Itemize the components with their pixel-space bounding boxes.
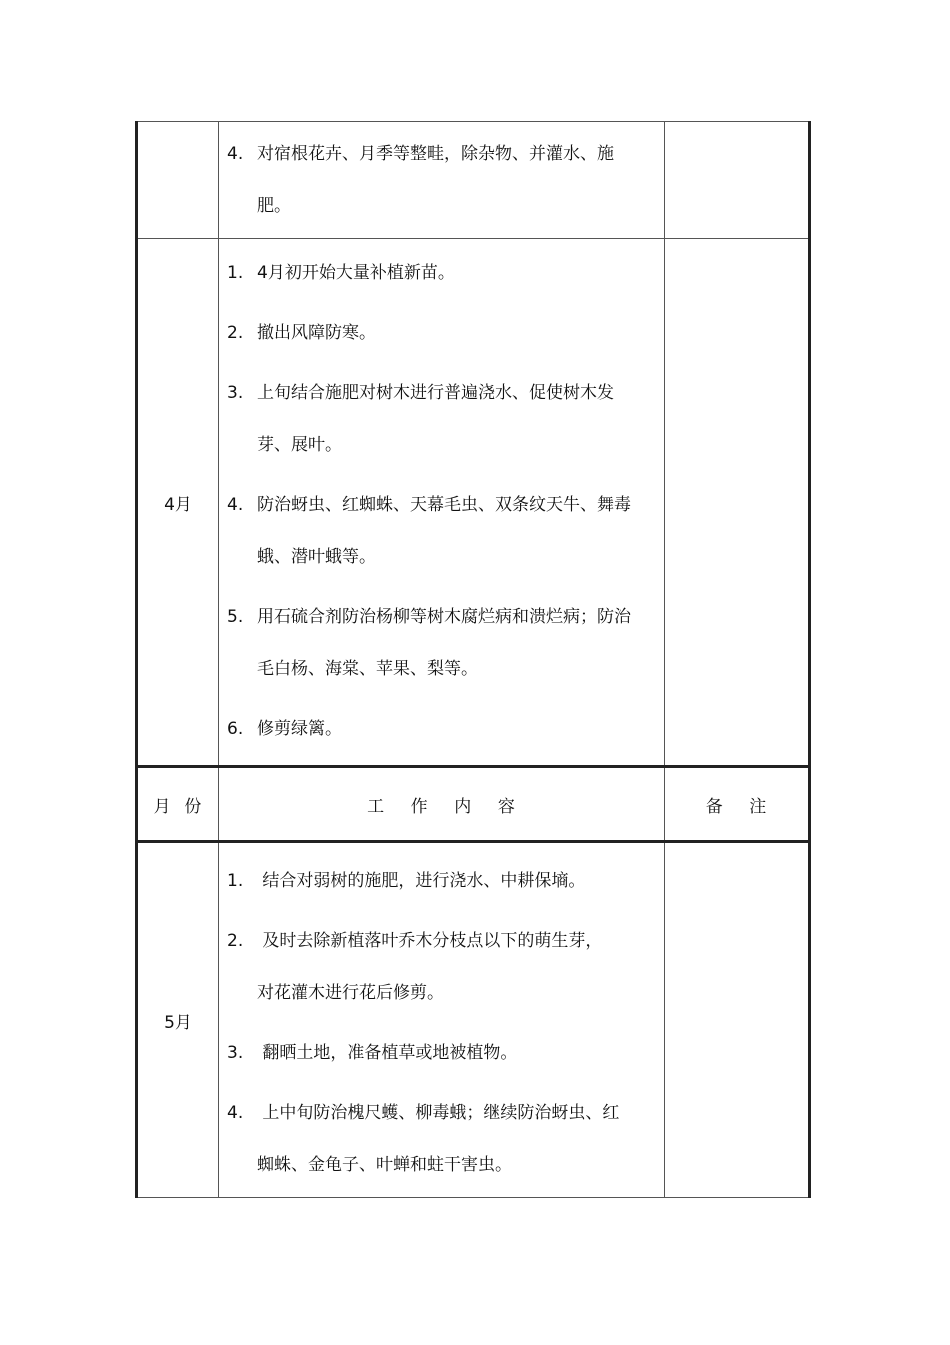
month-cell-continued: [137, 122, 219, 239]
item-number: 4.: [227, 144, 244, 164]
list-item: [227, 1027, 664, 1079]
item-text: 用石硫合剂防治杨柳等树木腐烂病和溃烂病；防治毛白杨、海棠、苹果、梨等。: [257, 607, 631, 679]
item-text: 修剪绿篱。: [257, 719, 342, 739]
list-item: [227, 855, 664, 907]
item-text: 结合对弱树的施肥，进行浇水、中耕保墒。: [257, 871, 586, 891]
note-cell-continued: [665, 122, 810, 239]
list-item: [227, 915, 664, 1019]
list-item: [227, 591, 664, 695]
list-item: [227, 307, 664, 359]
table-header-row: [137, 767, 810, 842]
item-number: 3.: [227, 1043, 244, 1063]
item-text: 防治蚜虫、红蜘蛛、天幕毛虫、双条纹天牛、舞毒蛾、潜叶蛾等。: [257, 495, 631, 567]
item-text: 对宿根花卉、月季等整畦，除杂物、并灌水、施肥。: [257, 144, 614, 216]
item-number: 3.: [227, 383, 244, 403]
item-text: 翻晒土地，准备植草或地被植物。: [257, 1043, 518, 1063]
work-plan-table: [135, 121, 811, 1198]
note-column-header: 备 注: [665, 767, 810, 842]
item-number: 4.: [227, 495, 244, 515]
item-number: 4.: [227, 1103, 244, 1123]
item-number: 6.: [227, 719, 244, 739]
month-cell-may: 5月: [137, 842, 219, 1198]
april-row: [137, 239, 810, 767]
item-number: 1.: [227, 871, 244, 891]
list-item: [227, 367, 664, 471]
month-column-header: 月 份: [137, 767, 219, 842]
may-row: [137, 842, 810, 1198]
list-item: [227, 128, 664, 232]
item-text: 上中旬防治槐尺蠖、柳毒蛾；继续防治蚜虫、红蜘蛛、金龟子、叶蝉和蛀干害虫。: [257, 1103, 620, 1175]
item-text: 撤出风障防寒。: [257, 323, 376, 343]
item-text: 及时去除新植落叶乔木分枝点以下的萌生芽， 对花灌木进行花后修剪。: [257, 931, 630, 1003]
item-text: 上旬结合施肥对树木进行普遍浇水、促使树木发芽、展叶。: [257, 383, 614, 455]
month-cell-april: 4月: [137, 239, 219, 767]
item-number: 2.: [227, 323, 244, 343]
list-item: [227, 1087, 664, 1191]
content-column-header: 工 作 内 容: [219, 767, 665, 842]
item-number: 5.: [227, 607, 244, 627]
item-number: 1.: [227, 263, 244, 283]
list-item: [227, 247, 664, 299]
list-item: [227, 703, 664, 755]
note-cell-may: [665, 842, 810, 1198]
content-cell-may: [219, 842, 665, 1198]
content-cell-continued: [219, 122, 665, 239]
item-number: 2.: [227, 931, 244, 951]
continued-row: [137, 122, 810, 239]
content-cell-april: [219, 239, 665, 767]
note-cell-april: [665, 239, 810, 767]
item-text: 4月初开始大量补植新苗。: [257, 263, 455, 283]
list-item: [227, 479, 664, 583]
